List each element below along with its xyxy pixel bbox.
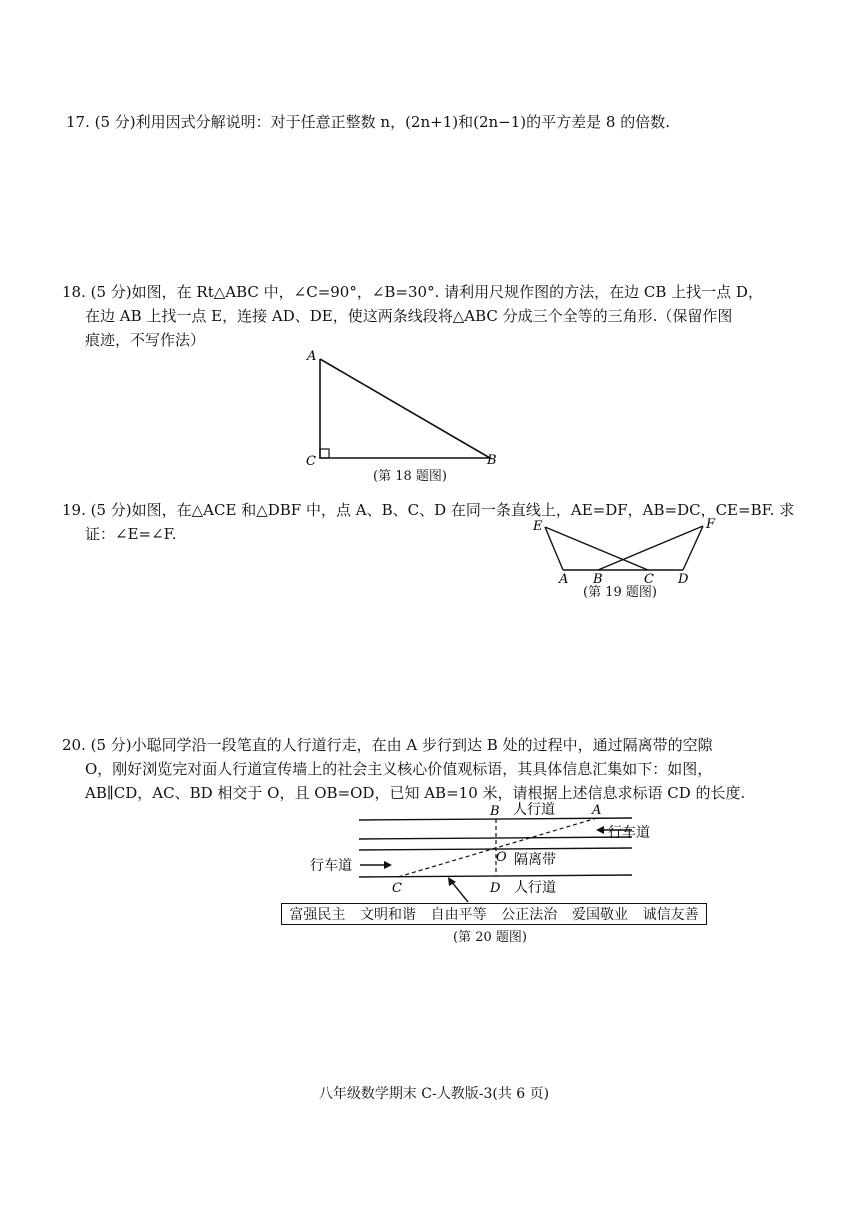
question-20-line3: AB∥CD，AC、BD 相交于 O，且 OB=OD，已知 AB=10 米，请根据上述信息求标语 CD 的长度.	[85, 784, 746, 802]
question-20-line1: 20. (5 分)小聪同学沿一段笔直的人行道行走，在由 A 步行到达 B 处的过程中，通过隔离带的空隙	[62, 736, 713, 754]
question-17: 17. (5 分)利用因式分解说明：对于任意正整数 n，(2n+1)和(2n−1)的平方差是 8 的倍数.	[66, 113, 670, 131]
label-d: D	[678, 572, 689, 587]
question-18-line1: 18. (5 分)如图，在 Rt△ABC 中，∠C=90°，∠B=30°. 请利用尺规作图的方法，在边 CB 上找一点 D，	[62, 283, 763, 301]
question-18-line2: 在边 AB 上找一点 E，连接 AD、DE，使这两条线段将△ABC 分成三个全等的三角形.（保留作图	[85, 307, 733, 325]
label-c: C	[392, 881, 402, 896]
question-19-line2: 证：∠E=∠F.	[85, 525, 177, 543]
label-a: A	[307, 349, 317, 364]
question-20-line2: O，刚好浏览完对面人行道宣传墙上的社会主义核心价值观标语，其具体信息汇集如下：如图，	[85, 760, 713, 778]
label-e: E	[533, 519, 543, 534]
slogan-item: 诚信友善	[642, 907, 699, 923]
question-19-line1: 19. (5 分)如图，在△ACE 和△DBF 中，点 A、B、C、D 在同一条直线上，AE=DF，AB=DC，CE=BF. 求	[62, 501, 795, 519]
median-label: 隔离带	[514, 852, 556, 868]
figure-19-caption: (第 19 题图)	[583, 585, 657, 600]
slogan-item: 公正法治	[501, 907, 558, 923]
slogan-item: 爱国敬业	[571, 907, 628, 923]
roadway-right-label: 行车道	[608, 825, 650, 841]
label-f: F	[706, 517, 716, 532]
figure-20-caption: (第 20 题图)	[453, 930, 527, 945]
slogan-item: 富强民主	[289, 907, 346, 923]
label-d: D	[490, 881, 501, 896]
sidewalk-bottom-label: 人行道	[514, 880, 556, 896]
label-c: C	[644, 572, 654, 587]
question-18-line3: 痕迹，不写作法）	[85, 331, 206, 349]
figure-18-triangle	[300, 345, 510, 475]
figure-18-caption: (第 18 题图)	[373, 469, 447, 484]
label-b: B	[487, 453, 497, 468]
label-o: O	[496, 850, 507, 865]
label-b: B	[490, 804, 500, 819]
sidewalk-top-label: 人行道	[513, 802, 555, 818]
slogan-item: 自由平等	[430, 907, 487, 923]
label-c: C	[306, 454, 316, 469]
label-a: A	[592, 803, 602, 818]
slogan-item: 文明和谐	[359, 907, 416, 923]
figure-20-road-diagram	[300, 798, 700, 903]
label-b: B	[593, 572, 603, 587]
figure-19-triangles	[528, 510, 728, 590]
label-a: A	[559, 572, 569, 587]
roadway-left-label: 行车道	[310, 858, 352, 874]
slogan-wall	[281, 903, 707, 925]
page-footer: 八年级数学期末 C-人教版-3(共 6 页)	[318, 1086, 550, 1102]
